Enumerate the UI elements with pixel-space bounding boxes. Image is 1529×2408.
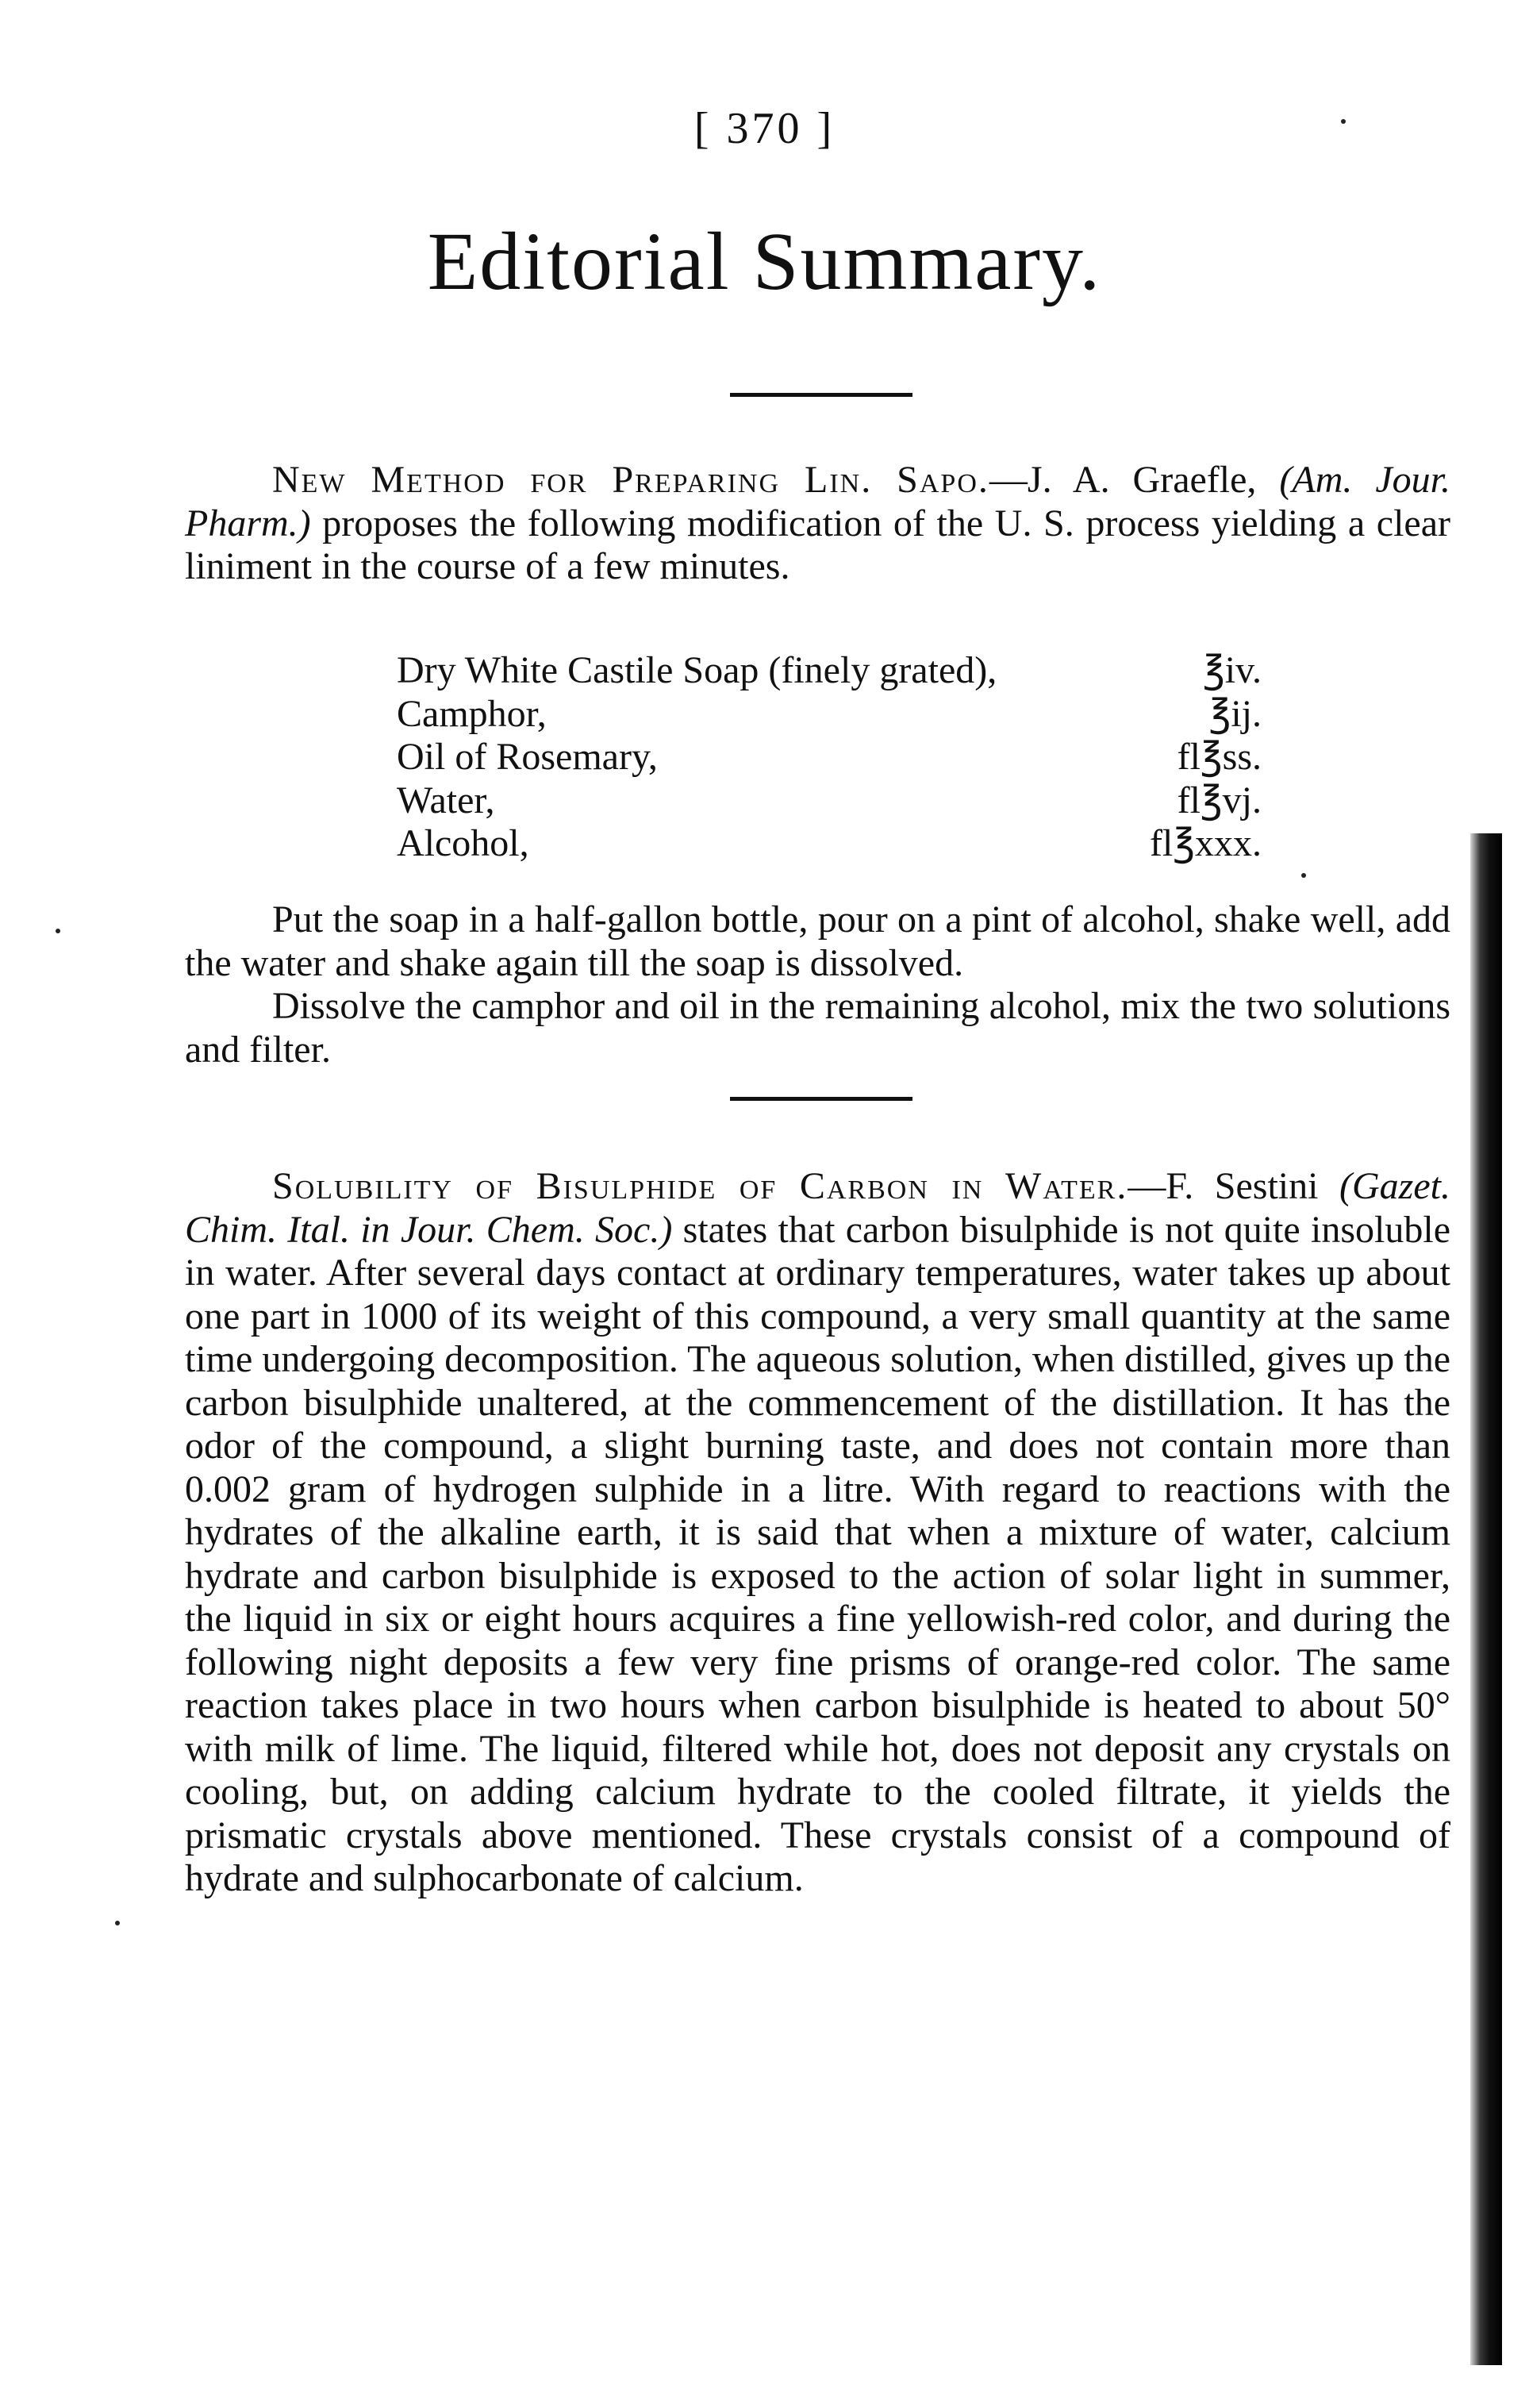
section-divider	[730, 1097, 912, 1101]
page-number: [ 370 ]	[693, 104, 836, 153]
article-lin-sapo	[185, 459, 1450, 589]
article-source: (Gazet. Chim. Ital. in Jour. Chem. Soc.)	[185, 1165, 1450, 1251]
article-heading: New Method for Preparing Lin. Sapo.	[272, 459, 989, 501]
article-paragraph	[185, 1165, 1450, 1901]
print-speck	[56, 929, 60, 933]
page-binding-shadow	[1470, 833, 1502, 2365]
print-speck	[1301, 873, 1306, 878]
recipe-quantity: ℥ij.	[1208, 692, 1262, 735]
article-bisulphide-solubility	[185, 1165, 1450, 1901]
directions-paragraph: Dissolve the camphor and oil in the remaining alcohol, mix the two solutions and filter.	[185, 985, 1450, 1071]
article-author: J. A. Graefle,	[1027, 459, 1257, 501]
recipe-ingredient: Water,	[397, 779, 495, 821]
heading-dash: —	[1128, 1165, 1166, 1207]
recipe-ingredient: Alcohol,	[397, 822, 529, 864]
article-intro-paragraph	[185, 459, 1450, 589]
recipe-directions	[185, 898, 1450, 1071]
article-body: proposes the following modification of the U. S. process yielding a clear liniment in the course of a few minutes.	[185, 502, 1450, 587]
recipe-ingredient: Camphor,	[397, 692, 547, 735]
recipe-row	[397, 736, 1262, 779]
recipe-row	[397, 649, 1262, 693]
section-divider	[730, 393, 912, 397]
recipe-ingredient: Oil of Rosemary,	[397, 736, 658, 778]
recipe-quantity: fl℥vj.	[1177, 779, 1262, 821]
article-source: (Am. Jour. Pharm.)	[185, 459, 1451, 544]
print-speck	[1341, 119, 1346, 124]
recipe-quantity: ℥iv.	[1203, 649, 1262, 691]
recipe-row	[397, 822, 1262, 866]
article-body: states that carbon bisulphide is not quite insoluble in water. After several days contact at ordinary temperatures, water takes up about one part in 1000 of its weight of this compound, a very small quantity at the same time undergoing decomposition. The aqueous solution, when distilled, gives up the carbon bisulphide unaltered, at the commencement of the distillation. It has the odor of the compound, a slight burning taste, and does not contain more than 0.002 gram of hydrogen sulphide in a litre. With regard to reactions with the hydrates of the alkaline earth, it is said that when a mixture of water, calcium hydrate and carbon bisulphide is exposed to the action of solar light in summer, the liquid in six or eight hours acquires a fine yellowish-red color, and during the following night deposits a few very fine prisms of orange-red color. The same reaction takes place in two hours when carbon bisulphide is heated to about 50° with milk of lime. The liquid, filtered while hot, does not deposit any crystals on cooling, but, on adding calcium hydrate to the cooled filtrate, it yields the prismatic crystals above mentioned. These crystals consist of a compound of hydrate and sulphocarbonate of calcium.	[185, 1208, 1450, 1899]
directions-paragraph: Put the soap in a half-gallon bottle, pour on a pint of alcohol, shake well, add the water and shake again till the soap is dissolved.	[185, 898, 1450, 984]
article-author: F. Sestini	[1166, 1165, 1319, 1207]
article-heading: Solubility of Bisulphide of Carbon in Water.	[272, 1165, 1128, 1207]
recipe-ingredient: Dry White Castile Soap (finely grated),	[397, 649, 997, 691]
recipe-row	[397, 693, 1262, 737]
print-speck	[115, 1921, 120, 1925]
recipe-quantity: fl℥xxx.	[1149, 822, 1262, 864]
recipe-quantity: fl℥ss.	[1177, 736, 1262, 778]
page-title: Editorial Summary.	[427, 216, 1102, 307]
recipe-row	[397, 779, 1262, 823]
heading-dash: —	[989, 459, 1028, 501]
recipe-list	[397, 649, 1262, 866]
